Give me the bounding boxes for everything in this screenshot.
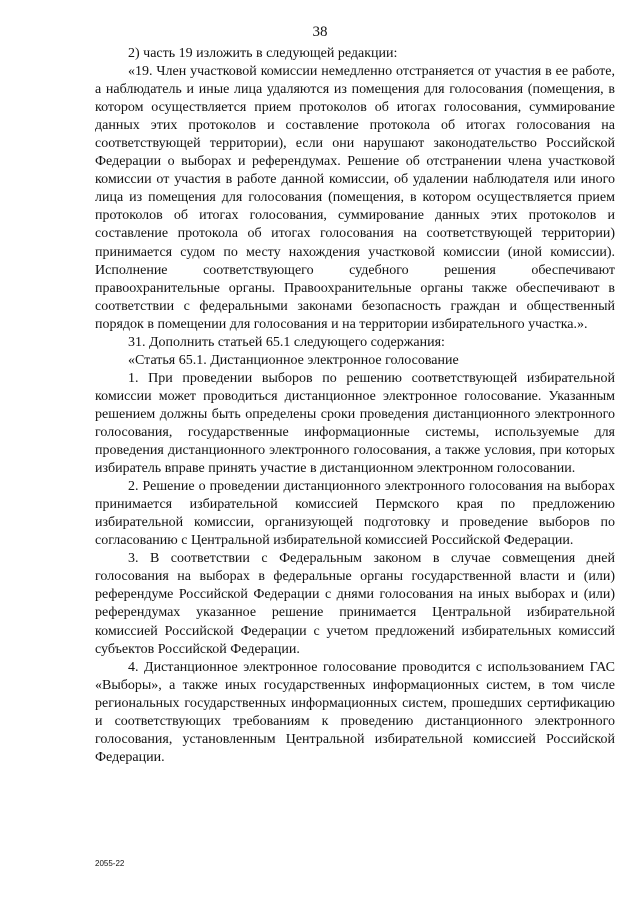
document-body: [95, 45, 615, 767]
paragraph-item-31: 31. Дополнить статьей 65.1 следующего содержания:: [128, 334, 445, 350]
paragraph-clause-4: 4. Дистанционное электронное голосование проводится с использованием ГАС «Выборы», а также иных государственных информационных систем, в том числе региональных государственных информационных систем, прошедших сертификацию и соответствующих требованиям к проведению дистанционного электронного голосования, установленным Центральной избирательной комиссией Российской Федерации.: [95, 659, 615, 765]
article-heading: «Статья 65.1. Дистанционное электронное голосование: [128, 352, 459, 368]
paragraph-clause-3: 3. В соответствии с Федеральным законом в случае совмещения дней голосования на выборах в федеральные органы государственной власти и (или) референдуме Российской Федерации с днями голосования на иных выборах и (или) референдумах указанное решение принимается Центральной избирательной комиссией Российской Федерации с учетом предложений избирательных комиссий субъектов Российской Федерации.: [95, 551, 615, 657]
paragraph-clause-1: 1. При проведении выборов по решению соответствующей избирательной комиссии может проводиться дистанционное электронное голосование. Указанным решением должны быть определены сроки проведения дистанционного электронного голосования, государственные информационные системы, используемые для проведения дистанционного электронного голосования, а также условия, при которых избиратель вправе принять участие в дистанционном электронном голосовании.: [95, 370, 615, 477]
paragraph-amendment-intro: 2) часть 19 изложить в следующей редакции:: [128, 46, 398, 61]
paragraph-clause-2: 2. Решение о проведении дистанционного электронного голосования на выборах принимается избирательной комиссией Пермского края по предложению избирательной комиссии, организующей подготовку и проведение выборов по согласованию с Центральной избирательной комиссией Российской Федерации.: [95, 479, 615, 549]
document-code: 2055-22: [95, 859, 125, 868]
paragraph-part-19: «19. Член участковой комиссии немедленно отстраняется от участия в ее работе, а наблюдатель и иные лица удаляются из помещения для голосования (помещения, в котором осуществляется прием протоколов об итогах голосования, суммирование данных этих протоколов и составление протокола об итогах голосования на соответствующей территории), если они нарушают законодательство Российской Федерации о выборах и референдумах. Решение об отстранении члена участковой комиссии от участия в работе данной комиссии, об удалении наблюдателя или иного лица из помещения для голосования (помещения, в котором осуществляется прием протоколов об итогах голосования, суммирование данных этих протоколов и составление протокола об итогах голосования на соответствующей территории) принимается судом по месту нахождения участковой комиссии (иной комиссии). Исполнение соответствующего судебного решения обеспечивают правоохранительные органы. Правоохранительные органы также обеспечивают в соответствии с федеральными законами безопасность граждан и общественный порядок в помещении для голосования и на территории избирательного участка.».: [95, 64, 615, 332]
page-number: 38: [312, 24, 328, 40]
